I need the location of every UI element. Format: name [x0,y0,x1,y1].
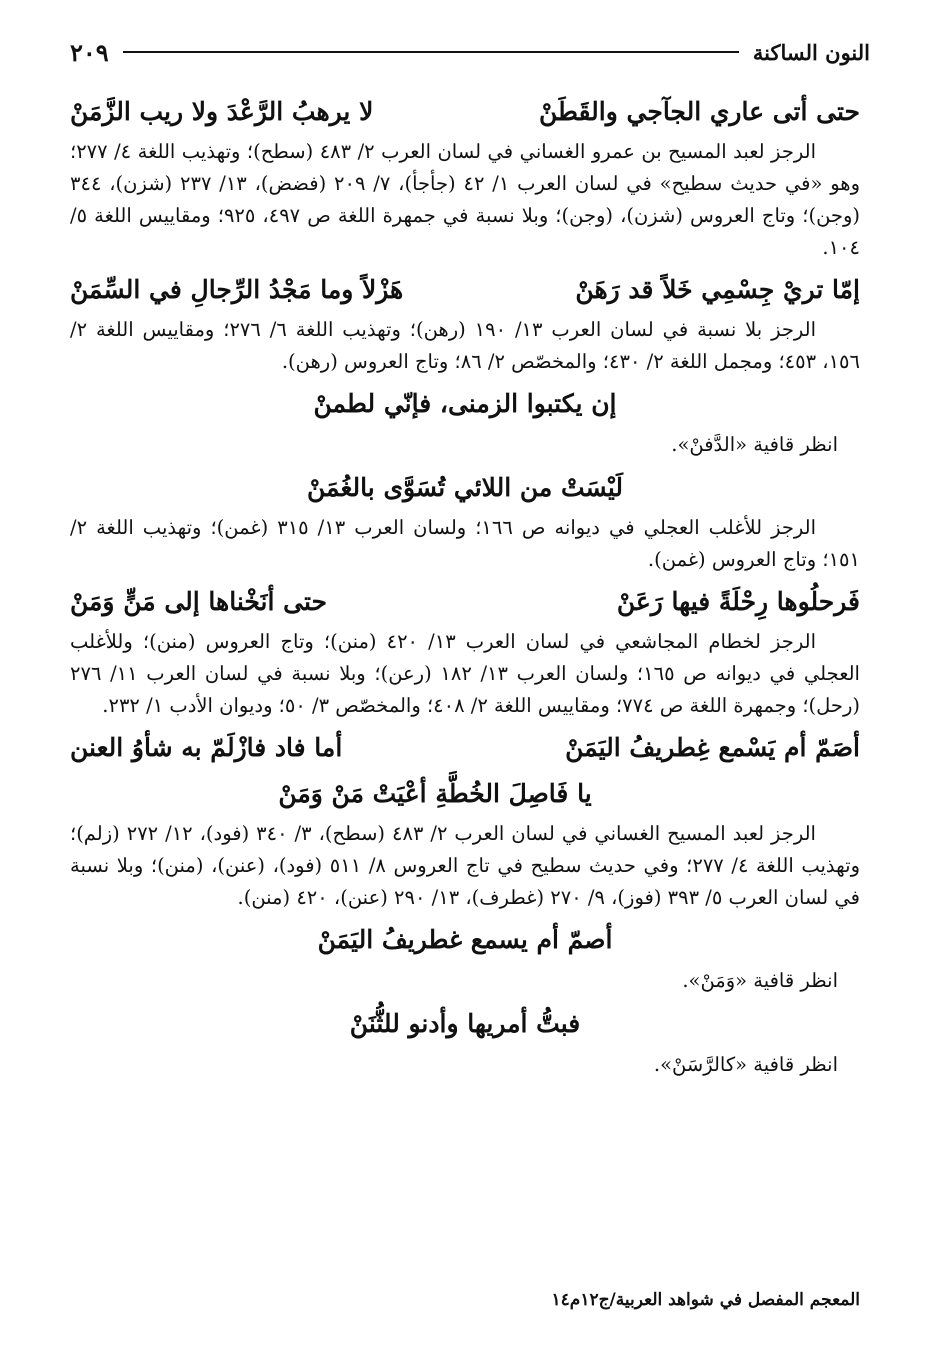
verse-hemistich-second: حتى أنَخْناها إلى مَنٍّ وَمَنْ [70,587,327,616]
citation-note: الرجز لعبد المسيح بن عمرو الغساني في لسان العرب ٢/ ٤٨٣ (سطح)؛ وتهذيب اللغة ٤/ ٢٧٧؛ وهو «في حديث سطيح» في لسان العرب ١/ ٤٢ (جأجأ)، ٧/ ٢٠٩ (فضض)، ١٣/ ٢٣٧ (شزن)، ٣٤٤ (وجن)؛ وتاج العروس (شزن)، (وجن)؛ وبلا نسبة في جمهرة اللغة ص ٤٩٧، ٩٢٥؛ ومقاييس اللغة ٥/ ١٠٤. [70,140,861,259]
cross-reference: انظر قافية «الدَّفنْ». [671,433,838,456]
cross-reference: انظر قافية «وَمَنْ». [682,969,838,992]
verse-single: أصمّ أم يسمع غطريفُ اليَمَنْ [317,925,613,954]
citation-note: الرجز للأغلب العجلي في ديوانه ص ١٦٦؛ ولسان العرب ١٣/ ٣١٥ (غمن)؛ وتهذيب اللغة ٢/ ١٥١؛ وتاج العروس (غمن). [70,516,860,571]
citation-note: الرجز لعبد المسيح الغساني في لسان العرب ٢/ ٤٨٣ (سطح)، ٣/ ٣٤٠ (فود)، ١٢/ ٢٧٢ (زلم)؛ وتهذيب اللغة ٤/ ٢٧٧؛ وفي حديث سطيح في تاج العروس ٨/ ٥١١ (فود)، (عنن)، (منن)؛ وبلا نسبة في لسان العرب ٥/ ٣٩٣ (فوز)، ٩/ ٢٧٠ (غطرف)، ١٣/ ٢٩٠ (عنن)، ٤٢٠ (منن). [70,822,860,909]
page-footer-signature: المعجم المفصل في شواهد العربية/ج١٢م١٤ [551,1290,860,1310]
verse-hemistich-first: إمّا تريْ جِسْمِي خَلاً قد رَهَنْ [575,275,860,304]
verse-line [70,1002,860,1048]
verse-line [70,466,860,512]
header-rule [123,51,739,53]
verse-hemistich-first: أصَمّ أم يَسْمع غِطريفُ اليَمَنْ [565,733,860,762]
verse-line [70,726,860,772]
verse-line [70,918,860,964]
verse-single: لَيْسَتْ من اللائي تُسَوَّى بالغُمَنْ [307,473,624,502]
verse-single: فبتُّ أمريها وأدنو للثُّنَنْ [349,1009,581,1038]
verse-line [70,268,860,314]
running-title: النون الساكنة [752,39,870,65]
verse-line [70,90,860,136]
verse-hemistich-second: أما فاد فازْلَمّ به شأوُ العنن [70,733,343,762]
page-number: ٢٠٩ [70,37,109,67]
verse-hemistich-second: لا يرهبُ الرَّعْدَ ولا ريب الزَّمَنْ [70,97,374,126]
verse-hemistich-first: فَرحلُوها رِحْلَةً فيها رَعَنْ [616,587,860,616]
verse-line [70,382,860,428]
verse-hemistich-second: هَزْلاً وما مَجْدُ الرِّجالِ في السِّمَنْ [70,275,404,304]
page-body [70,90,860,1086]
verse-line [70,580,860,626]
verse-single: إن يكتبوا الزمنى، فإنّي لطمنْ [313,389,617,418]
verse-hemistich-first: حتى أتى عاري الجآجي والقَطَنْ [539,97,860,126]
citation-note: الرجز بلا نسبة في لسان العرب ١٣/ ١٩٠ (رهن)؛ وتهذيب اللغة ٦/ ٢٧٦؛ ومقاييس اللغة ٢/ ١٥٦، ٤٥٣؛ ومجمل اللغة ٢/ ٤٣٠؛ والمخصّص ٢/ ٨٦؛ وتاج العروس (رهن). [70,318,860,373]
citation-note: الرجز لخطام المجاشعي في لسان العرب ١٣/ ٤٢٠ (منن)؛ وتاج العروس (منن)؛ وللأغلب العجلي في ديوانه ص ١٦٥؛ ولسان العرب ١٣/ ١٨٢ (رعن)؛ وبلا نسبة في لسان العرب ١١/ ٢٧٦ (رحل)؛ وجمهرة اللغة ص ٧٧٤؛ ومقاييس اللغة ٢/ ٤٠٨؛ والمخصّص ٣/ ٥٠؛ وديوان الأدب ١/ ٢٣٢. [70,630,860,717]
verse-continuation: يا فَاصِلَ الخُطَّةِ أعْيَتْ مَنْ وَمَنْ [278,779,592,808]
page-header [70,32,870,72]
cross-reference: انظر قافية «كالرَّسَنْ». [653,1053,838,1076]
verse-line [70,772,860,818]
